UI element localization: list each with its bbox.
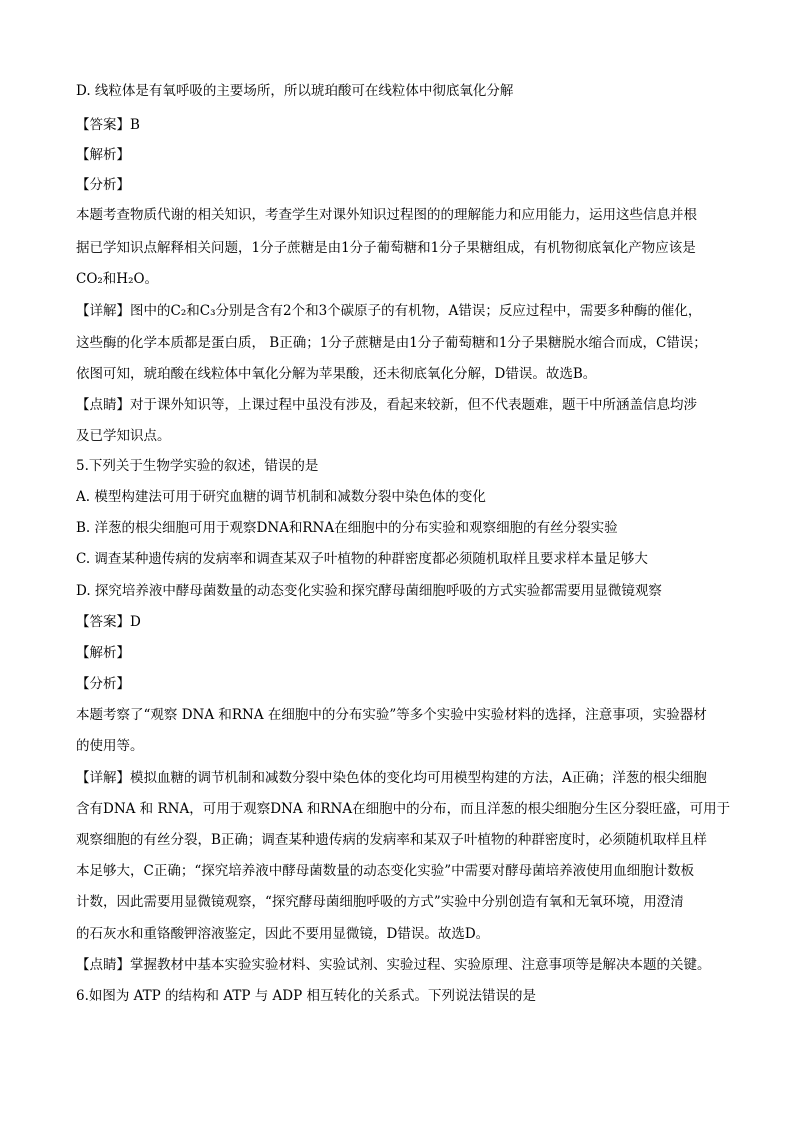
detail-line: 本足够大，C正确；“探究培养液中酵母菌数量的动态变化实验”中需要对酵母菌培养液使用血细胞计数板 <box>76 863 695 879</box>
detail-line: 计数，因此需要用显微镜观察，“探究酵母菌细胞呼吸的方式”实验中分别创造有氧和无氧环境，用澄清 <box>76 894 684 910</box>
detail-line: 【详解】模拟血糖的调节机制和减数分裂中染色体的变化均可用模型构建的方法，A正确；洋葱的根尖细胞 <box>76 770 707 786</box>
answer-label: 【答案】B <box>76 117 140 133</box>
analysis-label: 【解析】 <box>76 645 130 661</box>
detail-line: 依图可知，琥珀酸在线粒体中氧化分解为苹果酸，还未彻底氧化分解，D错误。故选B。 <box>76 366 597 382</box>
comment-line: 【点睛】掌握教材中基本实验实验材料、实验试剂、实验过程、实验原理、注意事项等是解决本题的关键。 <box>76 957 711 973</box>
paragraph-line: 据已学知识点解释相关问题，1分子蔗糖是由1分子葡萄糖和1分子果糖组成，有机物彻底氧化产物应该是 <box>76 240 696 256</box>
paragraph-line: CO₂和H₂O。 <box>76 271 159 287</box>
detail-line: 观察细胞的有丝分裂，B正确；调查某种遗传病的发病率和某双子叶植物的种群密度时，必须随机取样且样 <box>76 832 707 848</box>
question-5-stem: 5.下列关于生物学实验的叙述，错误的是 <box>76 458 319 474</box>
option-a: A. 模型构建法可用于研究血糖的调节机制和减数分裂中染色体的变化 <box>76 489 486 505</box>
option-c: C. 调查某种遗传病的发病率和调查某双子叶植物的种群密度都必须随机取样且要求样本量足够大 <box>76 551 648 567</box>
detail-line: 的石灰水和重铬酸钾溶液鉴定，因此不要用显微镜，D错误。故选D。 <box>76 926 490 942</box>
analysis-label: 【解析】 <box>76 147 130 163</box>
comment-line: 【点睛】对于课外知识等，上课过程中虽没有涉及，看起来较新，但不代表题难，题干中所涵盖信息均涉 <box>76 397 697 413</box>
paragraph-line: 的使用等。 <box>76 738 144 754</box>
paragraph-line: 本题考察了“观察 DNA 和RNA 在细胞中的分布实验”等多个实验中实验材料的选择，注意事项，实验器材 <box>76 707 707 723</box>
detail-line: 这些酶的化学本质都是蛋白质， B正确；1分子蔗糖是由1分子葡萄糖和1分子果糖脱水缩合而成，C错误； <box>76 335 707 351</box>
paragraph-line: 本题考查物质代谢的相关知识，考查学生对课外知识过程图的的理解能力和应用能力，运用这些信息并根 <box>76 207 697 223</box>
option-d: D. 探究培养液中酵母菌数量的动态变化实验和探究酵母菌细胞呼吸的方式实验都需要用显微镜观察 <box>76 583 662 599</box>
option-b: B. 洋葱的根尖细胞可用于观察DNA和RNA在细胞中的分布实验和观察细胞的有丝分裂实验 <box>76 520 618 536</box>
fenxi-label: 【分析】 <box>76 676 130 692</box>
fenxi-label: 【分析】 <box>76 177 130 193</box>
detail-line: 含有DNA 和 RNA，可用于观察DNA 和RNA在细胞中的分布，而且洋葱的根尖细胞分生区分裂旺盛，可用于 <box>76 801 731 817</box>
option-d-prev: D. 线粒体是有氧呼吸的主要场所，所以琥珀酸可在线粒体中彻底氧化分解 <box>76 83 514 99</box>
comment-line: 及已学知识点。 <box>76 428 171 444</box>
answer-label: 【答案】D <box>76 614 141 630</box>
question-6-stem: 6.如图为 ATP 的结构和 ATP 与 ADP 相互转化的关系式。下列说法错误的是 <box>76 988 536 1004</box>
detail-line: 【详解】图中的C₂和C₃分别是含有2个和3个碳原子的有机物，A错误；反应过程中，需要多种酶的催化， <box>76 303 702 319</box>
